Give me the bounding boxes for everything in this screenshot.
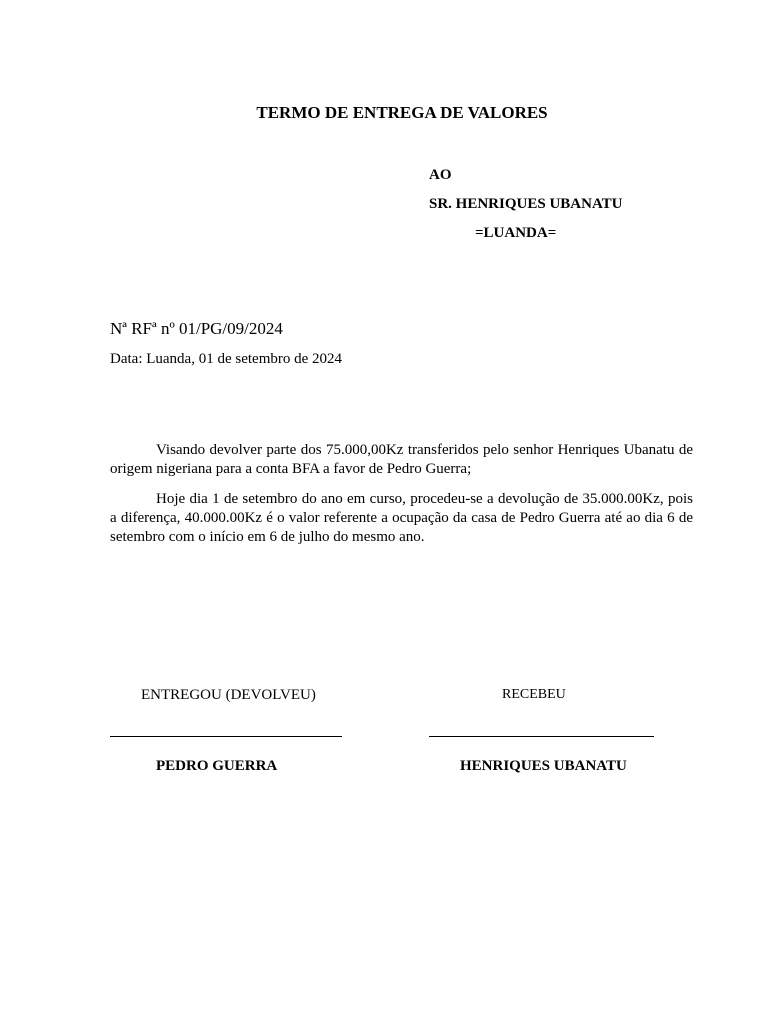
document-date: Data: Luanda, 01 de setembro de 2024 <box>110 351 343 367</box>
signature-line-right <box>429 736 654 737</box>
signature-label-right: RECEBEU <box>502 687 566 702</box>
reference-number: Nª RFª nº 01/PG/09/2024 <box>110 319 283 338</box>
signature-name-right: HENRIQUES UBANATU <box>460 758 627 774</box>
recipient-line-ao: AO <box>429 167 452 183</box>
recipient-city: =LUANDA= <box>475 225 557 241</box>
body-paragraph-2: Hoje dia 1 de setembro do ano em curso, procedeu-se a devolução de 35.000.00Kz, pois a diferença, 40.000.00Kz é o valor referente a ocupação da casa de Pedro Guerra até ao dia 6 de setembro com o início em 6 de julho do mesmo ano. <box>110 491 693 545</box>
recipient-name: SR. HENRIQUES UBANATU <box>429 196 623 212</box>
signature-label-left: ENTREGOU (DEVOLVEU) <box>141 687 316 703</box>
signature-line-left <box>110 736 342 737</box>
signature-name-left: PEDRO GUERRA <box>156 758 278 774</box>
body-paragraph-1: Visando devolver parte dos 75.000,00Kz transferidos pelo senhor Henriques Ubanatu de origem nigeriana para a conta BFA a favor de Pedro Guerra; <box>110 442 693 477</box>
document-title: TERMO DE ENTREGA DE VALORES <box>256 103 548 122</box>
